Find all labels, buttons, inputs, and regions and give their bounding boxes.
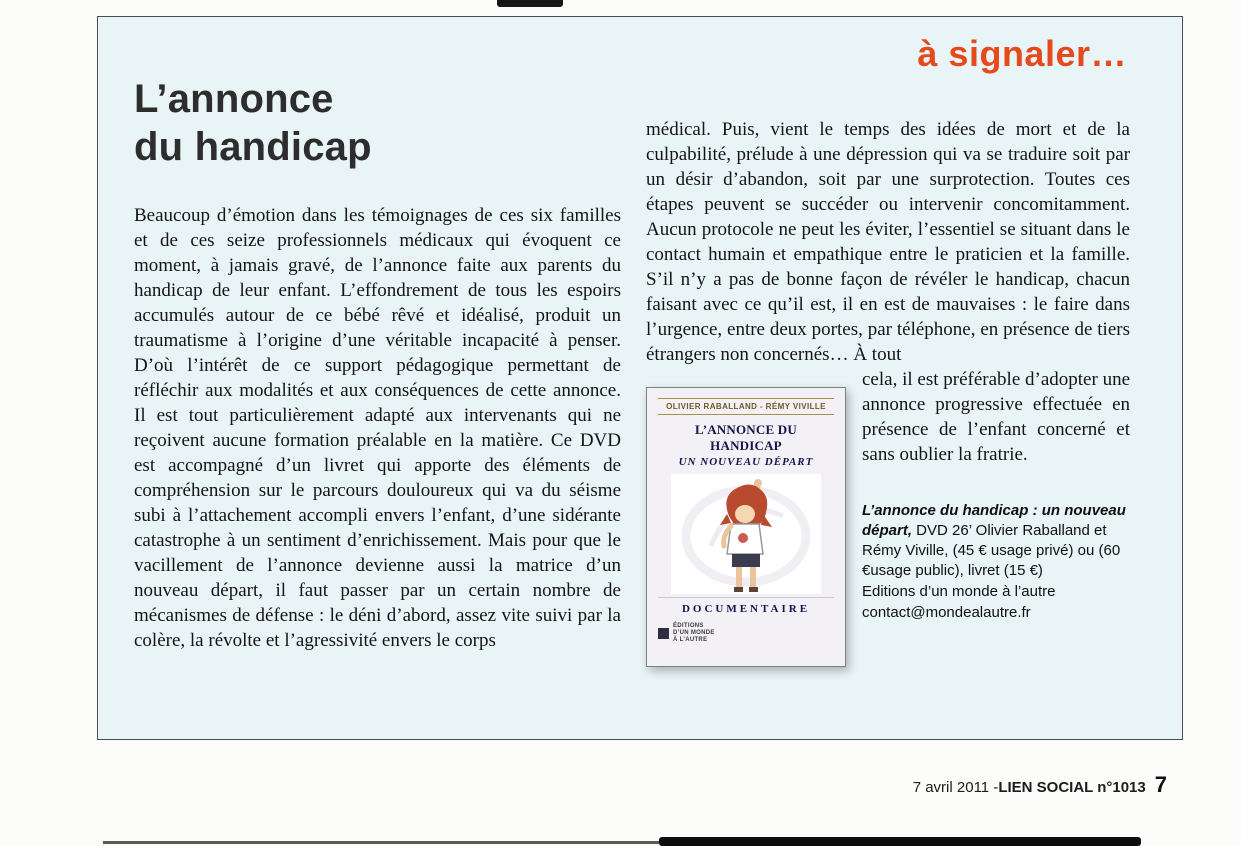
publisher-text xyxy=(673,623,715,644)
dvd-genre: DOCUMENTAIRE xyxy=(658,597,834,616)
caption-title: L’annonce du handicap : un nouveau départ, xyxy=(862,502,1126,539)
scan-artifact xyxy=(497,0,563,7)
publisher-line3: À L’AUTRE xyxy=(673,637,708,643)
publisher-line2: D’UN MONDE xyxy=(673,630,715,636)
scan-artifact xyxy=(103,841,659,844)
publisher-line1: ÉDITIONS xyxy=(673,623,704,629)
article-title-line1: L’annonce xyxy=(134,77,334,121)
page-number: 7 xyxy=(1154,772,1167,797)
article-column-left xyxy=(134,203,621,653)
article-column-right xyxy=(646,117,1130,675)
caption-details: DVD 26’ Olivier Raballand et Rémy Viville, (45 € usage privé) ou (60 €usage public), livret (15 €) xyxy=(862,522,1121,579)
article-text-part1: médical. Puis, vient le temps des idées de mort et de la culpabilité, prélude à une dépression qui va se traduire soit par un désir d’abandon, soit par une surprotection. Toutes ces étapes peuvent se succéder ou intervenir concomitamment. Aucun protocole ne peut les éviter, l’essentiel se situant dans le contact humain et empathique entre le praticien et la famille. S’il n’y a pas de bonne façon de révéler le handicap, chacun faisant avec ce qu’il est, il en est de mauvaises : le faire dans l’urgence, entre deux portes, par téléphone, en présence de tiers étrangers non concernés… À tout xyxy=(646,119,1130,365)
dvd-cover xyxy=(646,387,846,667)
caption-contact: contact@mondealautre.fr xyxy=(862,604,1031,621)
scan-artifact xyxy=(659,837,1141,846)
publisher-emblem-icon xyxy=(658,628,669,639)
article-box xyxy=(97,16,1183,740)
dvd-illustration-girl-icon xyxy=(671,474,821,594)
article-text-part2: cela, il est préférable d’adopter une annonce progressive effectuée en présence de l’enfant concerné et sans oublier la fratrie. xyxy=(862,369,1130,465)
article-text-left: Beaucoup d’émotion dans les témoignages de ces six familles et de ces seize professionnels médicaux qui évoquent ce moment, à jamais gravé, de l’annonce faite aux parents du handicap de leur enfant. L’effondrement de tous les espoirs accumulés autour de ce bébé rêvé et idéalisé, produit un traumatisme à l’origine d’une véritable incapacité à penser. D’où l’intérêt de ce support pédagogique permettant de réfléchir aux modalités et aux conséquences de cette annonce. Il est tout particulièrement adapté aux intervenants qui ne reçoivent aucune formation préalable en la matière. Ce DVD est accompagné d’un livret qui apporte des éléments de compréhension sur le parcours douloureux qui va du séisme subi à l’attachement accompli envers l’enfant, d’une sidérante catastrophe à un sentiment d’enrichissement. Mais pour que le vacillement de l’annonce devienne aussi la matrice d’un nouveau départ, il faut passer par un certain nombre de mécanismes de défense : le déni d’abord, assez vite suivi par la colère, la révolte et l’agressivité envers le corps xyxy=(134,205,621,651)
footer-date: 7 avril 2011 - xyxy=(912,779,999,796)
footer-journal: LIEN SOCIAL n°1013 xyxy=(998,779,1146,796)
dvd-title: L’ANNONCE DU HANDICAP xyxy=(695,422,797,453)
dvd-authors: OLIVIER RABALLAND - RÉMY VIVILLE xyxy=(658,398,834,415)
dvd-publisher-logo xyxy=(658,623,834,644)
dvd-illustration xyxy=(671,474,821,594)
caption-publisher: Editions d’un monde à l’autre xyxy=(862,583,1056,600)
article-title xyxy=(134,75,372,171)
page-footer xyxy=(913,772,1167,798)
dvd-subtitle: UN NOUVEAU DÉPART xyxy=(678,456,814,468)
article-title-line2: du handicap xyxy=(134,125,372,169)
section-header: à signaler… xyxy=(917,33,1127,74)
